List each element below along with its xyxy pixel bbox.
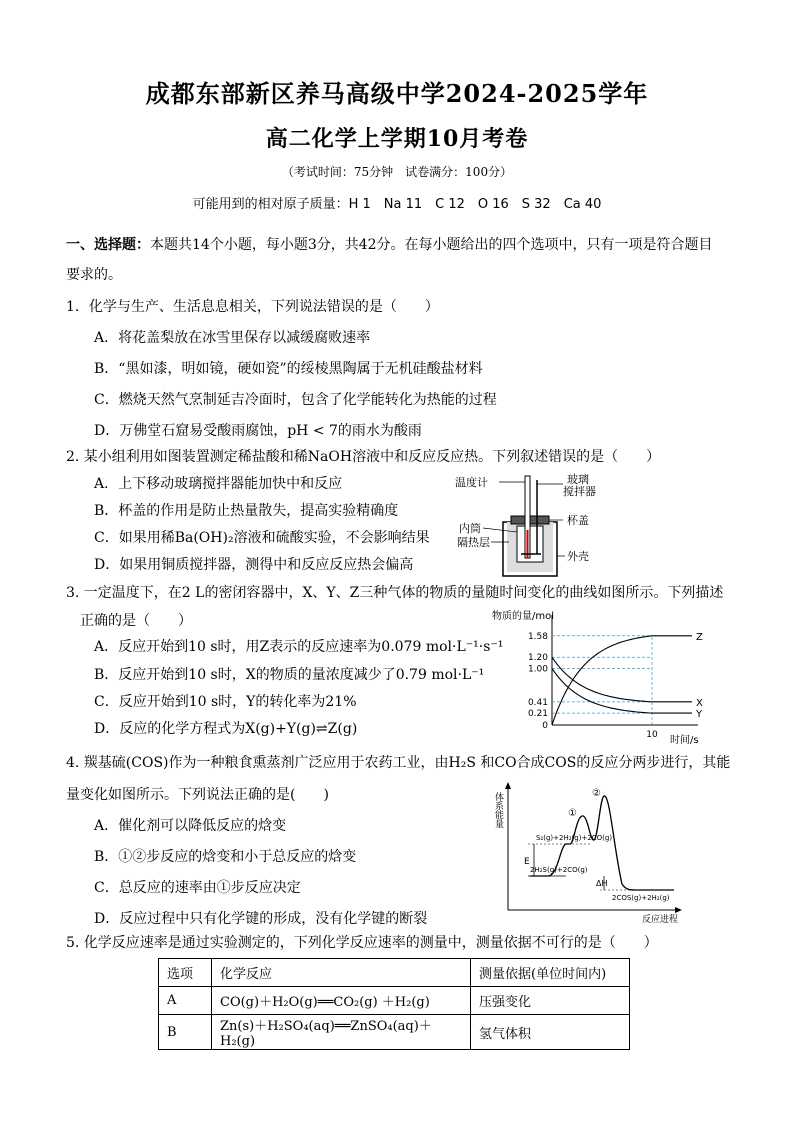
q3-option-c: C．反应开始到10 s时，Y的转化率为21%: [94, 694, 357, 710]
section-heading: [66, 234, 713, 254]
q1-stem: 1．化学与生产、生活息息相关，下列说法错误的是（ ）: [66, 299, 439, 315]
table-header: 化学反应: [212, 959, 471, 987]
label-insulation: 隔热层: [457, 536, 490, 549]
start-species: 2H₂S(g)+2CO(g): [530, 866, 588, 874]
atomic-masses: 可能用到的相对原子质量：H 1 Na 11 C 12 O 16 S 32 Ca 40: [192, 197, 602, 212]
table-cell: CO(g)＋H₂O(g)══CO₂(g) ＋H₂(g): [212, 987, 471, 1015]
series-line-X: [552, 657, 692, 702]
series-label-X: X: [696, 697, 703, 709]
q2-option-a: A．上下移动玻璃搅拌器能加快中和反应: [94, 476, 343, 492]
q2-option-d: D．如果用铜质搅拌器，测得中和反应反应热会偏高: [94, 557, 414, 573]
energy-diagram: [492, 780, 688, 925]
y-tick-label: 1.00: [527, 664, 548, 675]
series-label-Z: Z: [696, 631, 703, 643]
table-cell: 压强变化: [471, 987, 630, 1015]
y-tick-label: 0.21: [527, 709, 548, 720]
dh-label: ΔH: [596, 879, 608, 888]
q5-table: [158, 958, 630, 1050]
q3-option-d: D．反应的化学方程式为X(g)+Y(g)⇌Z(g): [94, 721, 358, 737]
q4-option-a: A．催化剂可以降低反应的焓变: [94, 818, 287, 834]
mid-species: S₂(g)+2H₂(g)+2CO(g): [536, 834, 613, 842]
q4-option-b: B．①②步反应的焓变和小于总反应的焓变: [94, 849, 357, 865]
table-cell: 氢气体积: [471, 1015, 630, 1050]
chart-xlabel: 时间/s: [670, 735, 699, 746]
exam-subtitle: 高二化学上学期10月考卷: [265, 126, 529, 152]
section-instructions: 本题共14个小题，每小题3分，共42分。在每小题给出的四个选项中，只有一项是符合题目: [150, 237, 713, 253]
q2-stem: 2. 某小组利用如图装置测定稀盐酸和稀NaOH溶液中和反应反应热。下列叙述错误的是（ ）: [66, 449, 661, 465]
q3-chart: [492, 605, 705, 746]
series-line-Y: [552, 669, 692, 714]
end-species: 2COS(g)+2H₂(g): [612, 894, 670, 902]
table-row: [159, 1015, 630, 1050]
table-cell: Zn(s)＋H₂SO₄(aq)══ZnSO₄(aq)＋H₂(g): [212, 1015, 471, 1050]
label-thermometer: 温度计: [455, 476, 488, 489]
label-lid: 杯盖: [567, 514, 589, 527]
q4-option-d: D．反应过程中只有化学键的形成，没有化学键的断裂: [94, 911, 428, 927]
e-label: E: [524, 857, 530, 867]
energy-ylabel: 体系能量: [493, 792, 503, 828]
series-label-Y: Y: [696, 709, 703, 721]
q4-option-c: C．总反应的速率由①步反应决定: [94, 880, 301, 896]
table-header-row: [159, 959, 630, 987]
peak-2-label: ②: [592, 788, 601, 799]
energy-xlabel: 反应进程: [642, 915, 679, 925]
table-cell: A: [159, 987, 212, 1015]
energy-axis-x-arrow: [675, 907, 682, 913]
q1-option-b: B．“黑如漆，明如镜，硬如瓷”的绥棱黑陶属于无机硅酸盐材料: [94, 361, 483, 377]
table-header: 测量依据(单位时间内): [471, 959, 630, 987]
section-instructions-cont: 要求的。: [66, 267, 122, 283]
label-stirrer-1: 玻璃: [567, 473, 589, 486]
q3-option-a: A．反应开始到10 s时，用Z表示的反应速率为0.079 mol·L⁻¹·s⁻¹: [94, 639, 504, 655]
x-tick-label: 10: [646, 730, 658, 740]
table-row: [159, 987, 630, 1015]
label-inner: 内筒: [459, 522, 481, 535]
energy-axis-y-arrow: [505, 782, 511, 789]
y-tick-label: 1.58: [527, 631, 548, 642]
q3-option-b: B．反应开始到10 s时，X的物质的量浓度减少了0.79 mol·L⁻¹: [94, 667, 485, 683]
calorimeter-figure: [445, 470, 615, 580]
peak-1-label: ①: [568, 808, 577, 819]
q4-stem-2: 量变化如图所示。下列说法正确的是( ): [66, 787, 329, 803]
q3-stem-2: 正确的是（ ）: [80, 613, 192, 629]
q1-option-c: C．燃烧天然气烹制延吉冷面时，包含了化学能转化为热能的过程: [94, 392, 497, 408]
q2-option-c: C．如果用稀Ba(OH)₂溶液和硫酸实验，不会影响结果: [94, 530, 430, 546]
q5-stem: 5. 化学反应速率是通过实验测定的，下列化学反应速率的测量中，测量依据不可行的是（ ）: [66, 935, 658, 951]
table-header: 选项: [159, 959, 212, 987]
q1-option-a: A．将花盖梨放在冰雪里保存以减缓腐败速率: [94, 330, 371, 346]
q2-option-b: B．杯盖的作用是防止热量散失，提高实验精确度: [94, 503, 399, 519]
chart-ylabel: 物质的量/mol: [492, 611, 555, 622]
exam-info: （考试时间：75分钟 试卷满分：100分）: [281, 165, 513, 179]
q4-stem-1: 4. 羰基硫(COS)作为一种粮食熏蒸剂广泛应用于农药工业，由H₂S 和CO合成COS的反应分两步进行，其能: [66, 755, 731, 771]
section-label: 一、选择题：: [66, 237, 150, 253]
y-tick-label: 0: [542, 721, 548, 731]
label-stirrer-2: 搅拌器: [563, 485, 596, 498]
q3-stem-1: 3. 一定温度下，在2 L的密闭容器中，X、Y、Z三种气体的物质的量随时间变化的曲线如图所示。下列描述: [66, 585, 724, 601]
q1-option-d: D．万佛堂石窟易受酸雨腐蚀，pH < 7的雨水为酸雨: [94, 423, 422, 439]
y-tick-label: 0.41: [527, 697, 548, 708]
table-cell: B: [159, 1015, 212, 1050]
y-tick-label: 1.20: [527, 653, 548, 664]
exam-title: 成都东部新区养马高级中学2024-2025学年: [145, 79, 649, 108]
label-shell: 外壳: [567, 550, 589, 563]
